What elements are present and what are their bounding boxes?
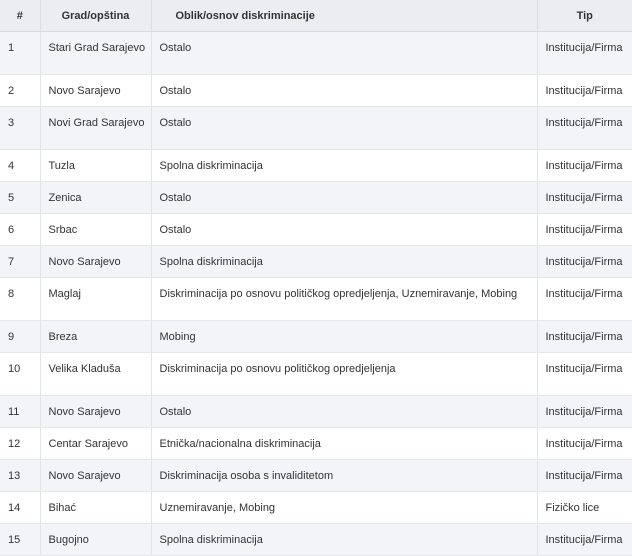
cell-grad: Srbac (40, 214, 151, 246)
cell-grad: Bihać (40, 492, 151, 524)
cell-tip: Institucija/Firma (537, 214, 632, 246)
cell-oblik: Spolna diskriminacija (151, 524, 537, 556)
cell-tip: Institucija/Firma (537, 524, 632, 556)
table-row[interactable] (0, 107, 632, 150)
cell-num: 6 (0, 214, 40, 246)
cell-num: 12 (0, 428, 40, 460)
table-row[interactable] (0, 492, 632, 524)
header-row (0, 0, 632, 32)
cell-oblik: Mobing (151, 321, 537, 353)
cell-num: 2 (0, 75, 40, 107)
cell-num: 14 (0, 492, 40, 524)
table-row[interactable] (0, 524, 632, 556)
cell-tip: Institucija/Firma (537, 150, 632, 182)
cell-oblik: Diskriminacija osoba s invaliditetom (151, 460, 537, 492)
cell-oblik: Ostalo (151, 214, 537, 246)
cell-num: 10 (0, 353, 40, 396)
cell-oblik: Ostalo (151, 182, 537, 214)
column-header-grad[interactable]: Grad/opština (40, 0, 151, 32)
column-header-oblik[interactable]: Oblik/osnov diskriminacije (151, 0, 537, 32)
cell-grad: Velika Kladuša (40, 353, 151, 396)
table-row[interactable] (0, 321, 632, 353)
cell-grad: Maglaj (40, 278, 151, 321)
column-header-num[interactable]: # (0, 0, 40, 32)
cell-tip: Institucija/Firma (537, 75, 632, 107)
cell-num: 5 (0, 182, 40, 214)
table-row[interactable] (0, 353, 632, 396)
table-body (0, 32, 632, 556)
cell-grad: Novi Grad Sarajevo (40, 107, 151, 150)
cell-tip: Institucija/Firma (537, 321, 632, 353)
cell-num: 3 (0, 107, 40, 150)
cell-tip: Institucija/Firma (537, 460, 632, 492)
table-header (0, 0, 632, 32)
table-row[interactable] (0, 182, 632, 214)
cell-tip: Institucija/Firma (537, 32, 632, 75)
cell-oblik: Ostalo (151, 32, 537, 75)
cell-grad: Stari Grad Sarajevo (40, 32, 151, 75)
cell-oblik: Diskriminacija po osnovu političkog opredjeljenja (151, 353, 537, 396)
cell-oblik: Uznemiravanje, Mobing (151, 492, 537, 524)
cell-grad: Bugojno (40, 524, 151, 556)
cell-grad: Zenica (40, 182, 151, 214)
cell-grad: Breza (40, 321, 151, 353)
table-row[interactable] (0, 246, 632, 278)
cell-tip: Institucija/Firma (537, 353, 632, 396)
cell-grad: Centar Sarajevo (40, 428, 151, 460)
cell-grad: Novo Sarajevo (40, 75, 151, 107)
cell-grad: Novo Sarajevo (40, 246, 151, 278)
cell-tip: Institucija/Firma (537, 396, 632, 428)
column-header-tip[interactable]: Tip (537, 0, 632, 32)
cell-num: 4 (0, 150, 40, 182)
cell-num: 11 (0, 396, 40, 428)
cell-oblik: Etnička/nacionalna diskriminacija (151, 428, 537, 460)
cell-tip: Institucija/Firma (537, 278, 632, 321)
cell-num: 13 (0, 460, 40, 492)
cell-num: 9 (0, 321, 40, 353)
cell-oblik: Spolna diskriminacija (151, 150, 537, 182)
cell-oblik: Ostalo (151, 396, 537, 428)
table-row[interactable] (0, 396, 632, 428)
cell-tip: Institucija/Firma (537, 428, 632, 460)
cell-tip: Institucija/Firma (537, 246, 632, 278)
cell-tip: Fizičko lice (537, 492, 632, 524)
cell-num: 7 (0, 246, 40, 278)
table-row[interactable] (0, 75, 632, 107)
cell-oblik: Ostalo (151, 107, 537, 150)
cell-grad: Tuzla (40, 150, 151, 182)
cell-num: 15 (0, 524, 40, 556)
table-row[interactable] (0, 278, 632, 321)
cell-tip: Institucija/Firma (537, 107, 632, 150)
cell-num: 1 (0, 32, 40, 75)
table-row[interactable] (0, 460, 632, 492)
cell-grad: Novo Sarajevo (40, 396, 151, 428)
cell-num: 8 (0, 278, 40, 321)
cell-tip: Institucija/Firma (537, 182, 632, 214)
table-row[interactable] (0, 150, 632, 182)
table-row[interactable] (0, 428, 632, 460)
table-row[interactable] (0, 32, 632, 75)
cell-oblik: Spolna diskriminacija (151, 246, 537, 278)
cell-oblik: Diskriminacija po osnovu političkog opredjeljenja, Uznemiravanje, Mobing (151, 278, 537, 321)
cell-grad: Novo Sarajevo (40, 460, 151, 492)
cell-oblik: Ostalo (151, 75, 537, 107)
table-row[interactable] (0, 214, 632, 246)
